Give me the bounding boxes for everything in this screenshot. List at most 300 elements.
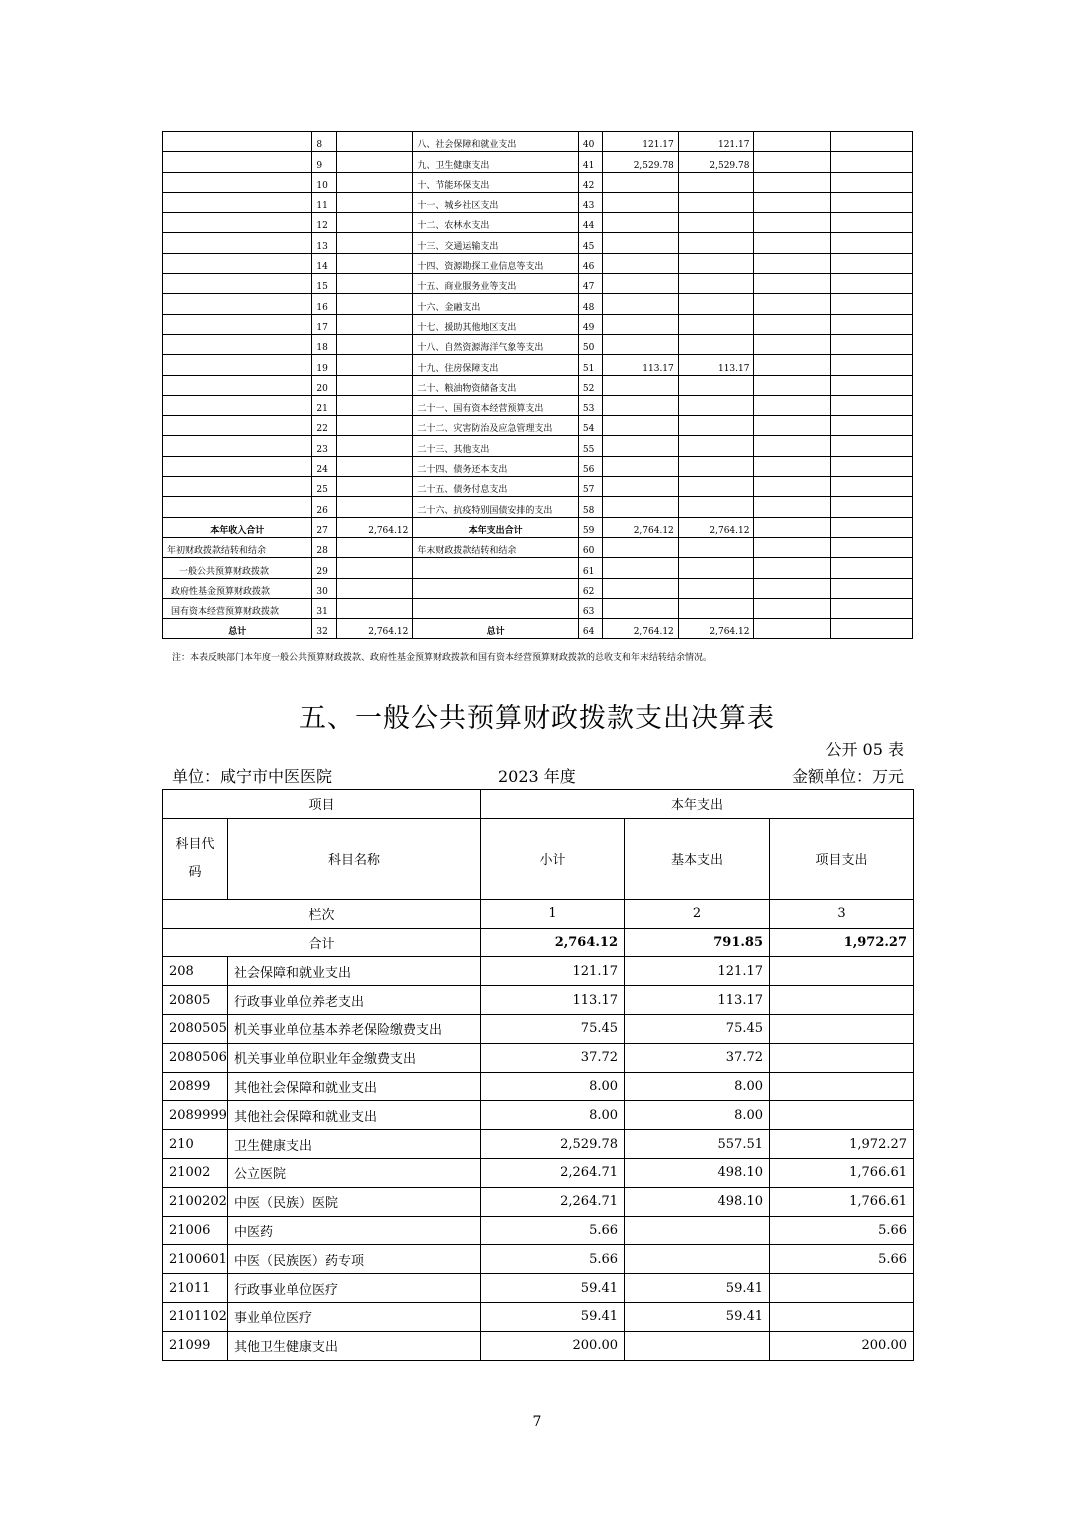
line-number: 50 xyxy=(578,334,602,354)
line-number: 54 xyxy=(578,416,602,436)
subject-name: 事业单位医疗 xyxy=(228,1302,481,1331)
line-number: 43 xyxy=(578,192,602,212)
expense-value-1: 2,529.78 xyxy=(603,152,679,172)
left-value-cell xyxy=(336,334,413,354)
col-index-2: 2 xyxy=(625,899,770,928)
empty-cell xyxy=(754,497,831,517)
row-number: 11 xyxy=(312,192,336,212)
subject-code: 21006 xyxy=(163,1216,228,1245)
expense-item-label: 十、节能环保支出 xyxy=(413,172,579,192)
income-total-value: 2,764.12 xyxy=(336,517,413,537)
subtotal-value: 2,529.78 xyxy=(481,1130,625,1159)
empty-cell xyxy=(831,456,913,476)
subject-name: 社会保障和就业支出 xyxy=(228,957,481,986)
table-row xyxy=(163,558,913,578)
subtotal-value: 5.66 xyxy=(481,1216,625,1245)
row-number: 14 xyxy=(312,253,336,273)
expense-value-2 xyxy=(678,253,754,273)
subject-code: 2089999 xyxy=(163,1101,228,1130)
subject-name: 行政事业单位养老支出 xyxy=(228,986,481,1015)
basic-expense-value: 59.41 xyxy=(625,1274,770,1303)
empty-cell xyxy=(831,395,913,415)
line-number: 51 xyxy=(578,355,602,375)
left-item-cell xyxy=(163,436,312,456)
subject-code: 210 xyxy=(163,1130,228,1159)
table-row xyxy=(163,456,913,476)
table-row xyxy=(163,375,913,395)
line-number: 63 xyxy=(578,598,602,618)
empty-cell xyxy=(754,395,831,415)
expense-value-2 xyxy=(678,477,754,497)
expense-value-2 xyxy=(678,294,754,314)
expense-value-2 xyxy=(678,375,754,395)
basic-expense-value: 37.72 xyxy=(625,1043,770,1072)
currency-unit-label: 金额单位：万元 xyxy=(791,767,904,786)
subtotal-value: 2,264.71 xyxy=(481,1187,625,1216)
left-item-cell xyxy=(163,213,312,233)
left-value-cell xyxy=(336,132,413,152)
line-number: 47 xyxy=(578,274,602,294)
expense-value-2 xyxy=(678,192,754,212)
empty-cell xyxy=(754,253,831,273)
expense-item-label: 二十、粮油物资储备支出 xyxy=(413,375,579,395)
fund-budget-label: 政府性基金预算财政拨款 xyxy=(163,578,312,598)
expense-value-2 xyxy=(678,172,754,192)
empty-cell xyxy=(831,172,913,192)
total-project: 1,972.27 xyxy=(770,928,914,957)
line-number: 55 xyxy=(578,436,602,456)
table-note: 注：本表反映部门本年度一般公共预算财政拨款、政府性基金预算财政拨款和国有资本经营预算财政拨款的总收支和年末结转结余情况。 xyxy=(172,653,713,663)
row-number: 13 xyxy=(312,233,336,253)
col-subject-name: 科目名称 xyxy=(228,818,481,899)
basic-expense-value: 557.51 xyxy=(625,1130,770,1159)
expense-detail-table xyxy=(162,789,914,1361)
subtotal-value: 37.72 xyxy=(481,1043,625,1072)
table-row xyxy=(163,1216,914,1245)
line-number: 52 xyxy=(578,375,602,395)
row-number: 20 xyxy=(312,375,336,395)
table-row xyxy=(163,1302,914,1331)
subject-name: 公立医院 xyxy=(228,1158,481,1187)
left-item-cell xyxy=(163,395,312,415)
subject-code: 2080505 xyxy=(163,1014,228,1043)
table-row xyxy=(163,294,913,314)
subject-code: 208 xyxy=(163,957,228,986)
row-number: 30 xyxy=(312,578,336,598)
project-expense-value xyxy=(770,986,914,1015)
empty-cell xyxy=(831,477,913,497)
left-value-cell xyxy=(336,497,413,517)
row-number: 26 xyxy=(312,497,336,517)
col-basic-expense: 基本支出 xyxy=(625,818,770,899)
column-index-row xyxy=(163,899,914,928)
section-title: 五、一般公共预算财政拨款支出决算表 xyxy=(299,703,775,734)
expense-value-2 xyxy=(678,395,754,415)
col-index-1: 1 xyxy=(481,899,625,928)
empty-cell xyxy=(831,152,913,172)
subtotal-value: 5.66 xyxy=(481,1245,625,1274)
empty-cell xyxy=(831,334,913,354)
page-number: 7 xyxy=(532,1414,542,1430)
expense-item-label: 十九、住房保障支出 xyxy=(413,355,579,375)
empty-cell xyxy=(754,477,831,497)
empty-cell xyxy=(754,294,831,314)
left-value-cell xyxy=(336,172,413,192)
expense-value-1: 121.17 xyxy=(603,132,679,152)
expense-value-1 xyxy=(603,456,679,476)
line-number: 64 xyxy=(578,619,602,639)
table-row xyxy=(163,416,913,436)
line-number: 56 xyxy=(578,456,602,476)
grand-total-label-right: 总计 xyxy=(413,619,579,639)
empty-cell xyxy=(754,355,831,375)
empty-cell xyxy=(831,253,913,273)
expense-item-label: 十六、金融支出 xyxy=(413,294,579,314)
table-row xyxy=(163,477,913,497)
empty-cell xyxy=(831,213,913,233)
year-label: 2023 年度 xyxy=(498,767,576,786)
table-row xyxy=(163,986,914,1015)
table-row xyxy=(163,1274,914,1303)
total-row xyxy=(163,928,914,957)
total-basic: 791.85 xyxy=(625,928,770,957)
expense-value-1 xyxy=(603,416,679,436)
row-number: 10 xyxy=(312,172,336,192)
table-row xyxy=(163,1187,914,1216)
expense-value-1 xyxy=(603,213,679,233)
row-number: 16 xyxy=(312,294,336,314)
expense-value-1 xyxy=(603,436,679,456)
line-number: 58 xyxy=(578,497,602,517)
empty-cell xyxy=(754,314,831,334)
expense-value-2 xyxy=(678,334,754,354)
basic-expense-value: 498.10 xyxy=(625,1187,770,1216)
row-number: 28 xyxy=(312,537,336,557)
left-value-cell xyxy=(336,395,413,415)
empty-cell xyxy=(831,132,913,152)
expense-item-label: 八、社会保障和就业支出 xyxy=(413,132,579,152)
row-number: 15 xyxy=(312,274,336,294)
expense-total-v2: 2,764.12 xyxy=(678,517,754,537)
table-row xyxy=(163,578,913,598)
left-item-cell xyxy=(163,456,312,476)
expense-item-label: 二十六、抗疫特别国债安排的支出 xyxy=(413,497,579,517)
line-number: 45 xyxy=(578,233,602,253)
expense-value-1 xyxy=(603,497,679,517)
subject-name: 其他社会保障和就业支出 xyxy=(228,1101,481,1130)
subject-code: 2100202 xyxy=(163,1187,228,1216)
basic-expense-value xyxy=(625,1216,770,1245)
expense-value-1 xyxy=(603,172,679,192)
row-number: 9 xyxy=(312,152,336,172)
subject-code: 20805 xyxy=(163,986,228,1015)
expense-value-2 xyxy=(678,233,754,253)
row-number: 24 xyxy=(312,456,336,476)
subject-name: 机关事业单位职业年金缴费支出 xyxy=(228,1043,481,1072)
empty-cell xyxy=(754,334,831,354)
project-expense-value xyxy=(770,1072,914,1101)
expense-value-1 xyxy=(603,375,679,395)
empty-cell xyxy=(754,416,831,436)
table-row xyxy=(163,334,913,354)
left-value-cell xyxy=(336,416,413,436)
empty-cell xyxy=(831,233,913,253)
expense-item-label: 二十四、债务还本支出 xyxy=(413,456,579,476)
subject-name: 卫生健康支出 xyxy=(228,1130,481,1159)
row-number: 21 xyxy=(312,395,336,415)
col-subject-code: 科目代码 xyxy=(163,818,228,899)
expense-item-label: 二十五、债务付息支出 xyxy=(413,477,579,497)
table-row xyxy=(163,253,913,273)
table-row xyxy=(163,619,913,639)
income-total-label: 本年收入合计 xyxy=(163,517,312,537)
left-value-cell xyxy=(336,213,413,233)
row-number: 32 xyxy=(312,619,336,639)
subject-name: 其他卫生健康支出 xyxy=(228,1331,481,1360)
line-number: 53 xyxy=(578,395,602,415)
expense-value-2 xyxy=(678,436,754,456)
left-value-cell xyxy=(336,375,413,395)
table-row xyxy=(163,1043,914,1072)
empty-cell xyxy=(754,436,831,456)
subject-code: 21002 xyxy=(163,1158,228,1187)
expense-value-1 xyxy=(603,192,679,212)
left-value-cell xyxy=(336,477,413,497)
project-expense-value: 5.66 xyxy=(770,1245,914,1274)
left-value-cell xyxy=(336,192,413,212)
table-row xyxy=(163,537,913,557)
basic-expense-value xyxy=(625,1245,770,1274)
carry-out-label: 年末财政拨款结转和结余 xyxy=(413,537,579,557)
table-row xyxy=(163,1245,914,1274)
left-item-cell xyxy=(163,497,312,517)
total-subtotal: 2,764.12 xyxy=(481,928,625,957)
expense-value-1 xyxy=(603,233,679,253)
expense-value-2 xyxy=(678,314,754,334)
project-expense-value: 1,766.61 xyxy=(770,1158,914,1187)
left-item-cell xyxy=(163,274,312,294)
table-row xyxy=(163,1072,914,1101)
expense-item-label: 二十二、灾害防治及应急管理支出 xyxy=(413,416,579,436)
empty-cell xyxy=(831,314,913,334)
table-header-row xyxy=(163,818,914,899)
row-number: 12 xyxy=(312,213,336,233)
empty-cell xyxy=(831,436,913,456)
subject-name: 其他社会保障和就业支出 xyxy=(228,1072,481,1101)
table-row xyxy=(163,314,913,334)
left-item-cell xyxy=(163,314,312,334)
expense-value-1 xyxy=(603,253,679,273)
upper-summary-table xyxy=(162,131,913,639)
table-row xyxy=(163,395,913,415)
table-row xyxy=(163,1158,914,1187)
expense-item-label: 十三、交通运输支出 xyxy=(413,233,579,253)
subtotal-value: 200.00 xyxy=(481,1331,625,1360)
expense-value-1: 113.17 xyxy=(603,355,679,375)
row-number: 22 xyxy=(312,416,336,436)
line-number: 48 xyxy=(578,294,602,314)
table-row xyxy=(163,957,914,986)
expense-value-1 xyxy=(603,314,679,334)
left-value-cell xyxy=(336,294,413,314)
subject-name: 行政事业单位医疗 xyxy=(228,1274,481,1303)
line-number: 49 xyxy=(578,314,602,334)
expense-value-1 xyxy=(603,294,679,314)
subtotal-value: 8.00 xyxy=(481,1101,625,1130)
basic-expense-value: 75.45 xyxy=(625,1014,770,1043)
state-capital-label: 国有资本经营预算财政拨款 xyxy=(163,598,312,618)
table-row xyxy=(163,497,913,517)
project-expense-value xyxy=(770,1101,914,1130)
expense-item-label: 二十一、国有资本经营预算支出 xyxy=(413,395,579,415)
unit-label: 单位：咸宁市中医医院 xyxy=(172,767,333,786)
left-item-cell xyxy=(163,192,312,212)
left-value-cell xyxy=(336,436,413,456)
subtotal-value: 8.00 xyxy=(481,1072,625,1101)
expense-item-label: 十七、援助其他地区支出 xyxy=(413,314,579,334)
empty-cell xyxy=(754,152,831,172)
row-number: 31 xyxy=(312,598,336,618)
expense-value-1 xyxy=(603,395,679,415)
empty-cell xyxy=(754,274,831,294)
empty-cell xyxy=(754,172,831,192)
subtotal-value: 59.41 xyxy=(481,1302,625,1331)
col-project-expense: 项目支出 xyxy=(770,818,914,899)
basic-expense-value: 59.41 xyxy=(625,1302,770,1331)
expense-value-2: 2,529.78 xyxy=(678,152,754,172)
table-row xyxy=(163,1331,914,1360)
header-current-expense: 本年支出 xyxy=(481,790,914,819)
expense-item-label: 十八、自然资源海洋气象等支出 xyxy=(413,334,579,354)
basic-expense-value: 121.17 xyxy=(625,957,770,986)
empty-cell xyxy=(831,294,913,314)
expense-total-label: 本年支出合计 xyxy=(413,517,579,537)
header-item: 项目 xyxy=(163,790,481,819)
expense-item-label: 十五、商业服务业等支出 xyxy=(413,274,579,294)
empty-cell xyxy=(831,497,913,517)
subtotal-value: 75.45 xyxy=(481,1014,625,1043)
project-expense-value: 200.00 xyxy=(770,1331,914,1360)
project-expense-value xyxy=(770,1302,914,1331)
subtotal-value: 2,264.71 xyxy=(481,1158,625,1187)
general-budget-label: 一般公共预算财政拨款 xyxy=(163,558,312,578)
row-number: 25 xyxy=(312,477,336,497)
expense-value-2: 121.17 xyxy=(678,132,754,152)
left-item-cell xyxy=(163,355,312,375)
form-number: 公开 05 表 xyxy=(825,740,904,759)
empty-cell xyxy=(754,233,831,253)
row-number: 18 xyxy=(312,334,336,354)
basic-expense-value xyxy=(625,1331,770,1360)
expense-value-2 xyxy=(678,497,754,517)
line-number: 46 xyxy=(578,253,602,273)
basic-expense-value: 498.10 xyxy=(625,1158,770,1187)
subject-code: 2101102 xyxy=(163,1302,228,1331)
carry-in-label: 年初财政拨款结转和结余 xyxy=(163,537,312,557)
subject-code: 21011 xyxy=(163,1274,228,1303)
table-row xyxy=(163,1101,914,1130)
row-index-label: 栏次 xyxy=(163,899,481,928)
subject-code: 2080506 xyxy=(163,1043,228,1072)
line-number: 62 xyxy=(578,578,602,598)
table-row xyxy=(163,517,913,537)
left-value-cell xyxy=(336,314,413,334)
left-value-cell xyxy=(336,274,413,294)
expense-item-label: 十二、农林水支出 xyxy=(413,213,579,233)
basic-expense-value: 8.00 xyxy=(625,1101,770,1130)
table-row xyxy=(163,233,913,253)
left-item-cell xyxy=(163,375,312,395)
basic-expense-value: 113.17 xyxy=(625,986,770,1015)
grand-total-v2: 2,764.12 xyxy=(678,619,754,639)
line-number: 44 xyxy=(578,213,602,233)
expense-value-1 xyxy=(603,477,679,497)
line-number: 41 xyxy=(578,152,602,172)
table-row xyxy=(163,152,913,172)
line-number: 42 xyxy=(578,172,602,192)
empty-cell xyxy=(754,456,831,476)
left-item-cell xyxy=(163,152,312,172)
table-row xyxy=(163,1130,914,1159)
subject-name: 中医（民族医）药专项 xyxy=(228,1245,481,1274)
line-number: 60 xyxy=(578,537,602,557)
subtotal-value: 113.17 xyxy=(481,986,625,1015)
expense-value-2 xyxy=(678,213,754,233)
row-number: 29 xyxy=(312,558,336,578)
subtotal-value: 59.41 xyxy=(481,1274,625,1303)
expense-item-label: 二十三、其他支出 xyxy=(413,436,579,456)
project-expense-value xyxy=(770,957,914,986)
project-expense-value xyxy=(770,1274,914,1303)
left-value-cell xyxy=(336,456,413,476)
empty-cell xyxy=(754,213,831,233)
line-number: 61 xyxy=(578,558,602,578)
expense-value-1 xyxy=(603,334,679,354)
empty-cell xyxy=(831,274,913,294)
subject-name: 中医（民族）医院 xyxy=(228,1187,481,1216)
row-number: 17 xyxy=(312,314,336,334)
col-subtotal: 小计 xyxy=(481,818,625,899)
subject-code: 2100601 xyxy=(163,1245,228,1274)
upper-table-body xyxy=(163,132,913,639)
table-row xyxy=(163,355,913,375)
empty-cell xyxy=(831,355,913,375)
subject-name: 中医药 xyxy=(228,1216,481,1245)
expense-item-label: 九、卫生健康支出 xyxy=(413,152,579,172)
left-item-cell xyxy=(163,233,312,253)
basic-expense-value: 8.00 xyxy=(625,1072,770,1101)
left-item-cell xyxy=(163,416,312,436)
subject-code: 20899 xyxy=(163,1072,228,1101)
project-expense-value: 1,766.61 xyxy=(770,1187,914,1216)
expense-total-v1: 2,764.12 xyxy=(603,517,679,537)
grand-total-v1: 2,764.12 xyxy=(603,619,679,639)
expense-table-body xyxy=(163,790,914,1361)
table-row xyxy=(163,172,913,192)
left-item-cell xyxy=(163,334,312,354)
subtotal-value: 121.17 xyxy=(481,957,625,986)
table-header-row xyxy=(163,790,914,819)
row-number: 23 xyxy=(312,436,336,456)
expense-item-label: 十四、资源勘探工业信息等支出 xyxy=(413,253,579,273)
left-value-cell xyxy=(336,355,413,375)
left-item-cell xyxy=(163,294,312,314)
row-number: 8 xyxy=(312,132,336,152)
row-number: 19 xyxy=(312,355,336,375)
line-number: 59 xyxy=(578,517,602,537)
left-item-cell xyxy=(163,253,312,273)
line-number: 57 xyxy=(578,477,602,497)
